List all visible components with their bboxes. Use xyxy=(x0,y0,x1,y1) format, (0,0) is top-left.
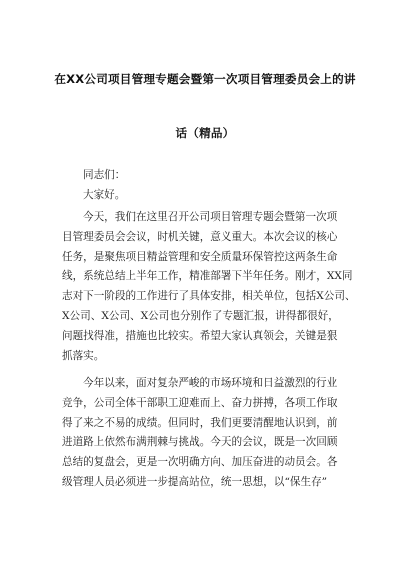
greeting: 大家好。 xyxy=(83,188,126,201)
salutation-block xyxy=(62,166,362,206)
paragraph-line: X公司、X公司、X公司也分别作了专题汇报，讲得都很好， xyxy=(62,309,339,322)
paragraph-line: 问题找得准，措施也比较实。希望大家认真领会，关键是狠 xyxy=(62,329,338,342)
paragraph-line: 竞争，公司全体干部职工迎难而上、奋力拼搏，各项工作取 xyxy=(62,396,338,409)
paragraph-line: 今年以来，面对复杂严峻的市场环境和日益激烈的行业 xyxy=(83,377,338,389)
document-title-line-2: 话（精品） xyxy=(175,126,235,140)
paragraph-line: 总结的复盘会，更是一次明确方向、加压奋进的动员会。各 xyxy=(62,456,338,469)
paragraph-line: 进道路上依然布满荆棘与挑战。今天的会议，既是一次回顾 xyxy=(62,436,338,449)
paragraph-line: 得了来之不易的成绩。但同时，我们更要清醒地认识到，前 xyxy=(62,416,338,429)
salutation: 同志们： xyxy=(83,169,126,181)
paragraph-line: 志对下一阶段的工作进行了具体安排，相关单位，包括X公司、 xyxy=(62,290,356,303)
paragraph-line: 今天，我们在这里召开公司项目管理专题会暨第一次项 xyxy=(83,211,338,223)
document-title-line-1: 在XX公司项目管理专题会暨第一次项目管理委员会上的讲 xyxy=(54,72,356,86)
paragraph-line: 抓落实。 xyxy=(62,349,105,362)
paragraph-line: 线，系统总结上半年工作，精准部署下半年任务。刚才，XX同 xyxy=(62,270,353,283)
paragraph-line: 任务，是聚焦项目精益管理和安全质量环保管控这两条生命 xyxy=(62,250,338,263)
paragraph-1 xyxy=(62,208,362,366)
paragraph-line: 目管理委员会会议，时机关键，意义重大。本次会议的核心 xyxy=(62,230,338,243)
paragraph-line: 级管理人员必须进一步提高站位，统一思想，以“保生存” xyxy=(62,475,328,488)
paragraph-2 xyxy=(62,374,362,493)
